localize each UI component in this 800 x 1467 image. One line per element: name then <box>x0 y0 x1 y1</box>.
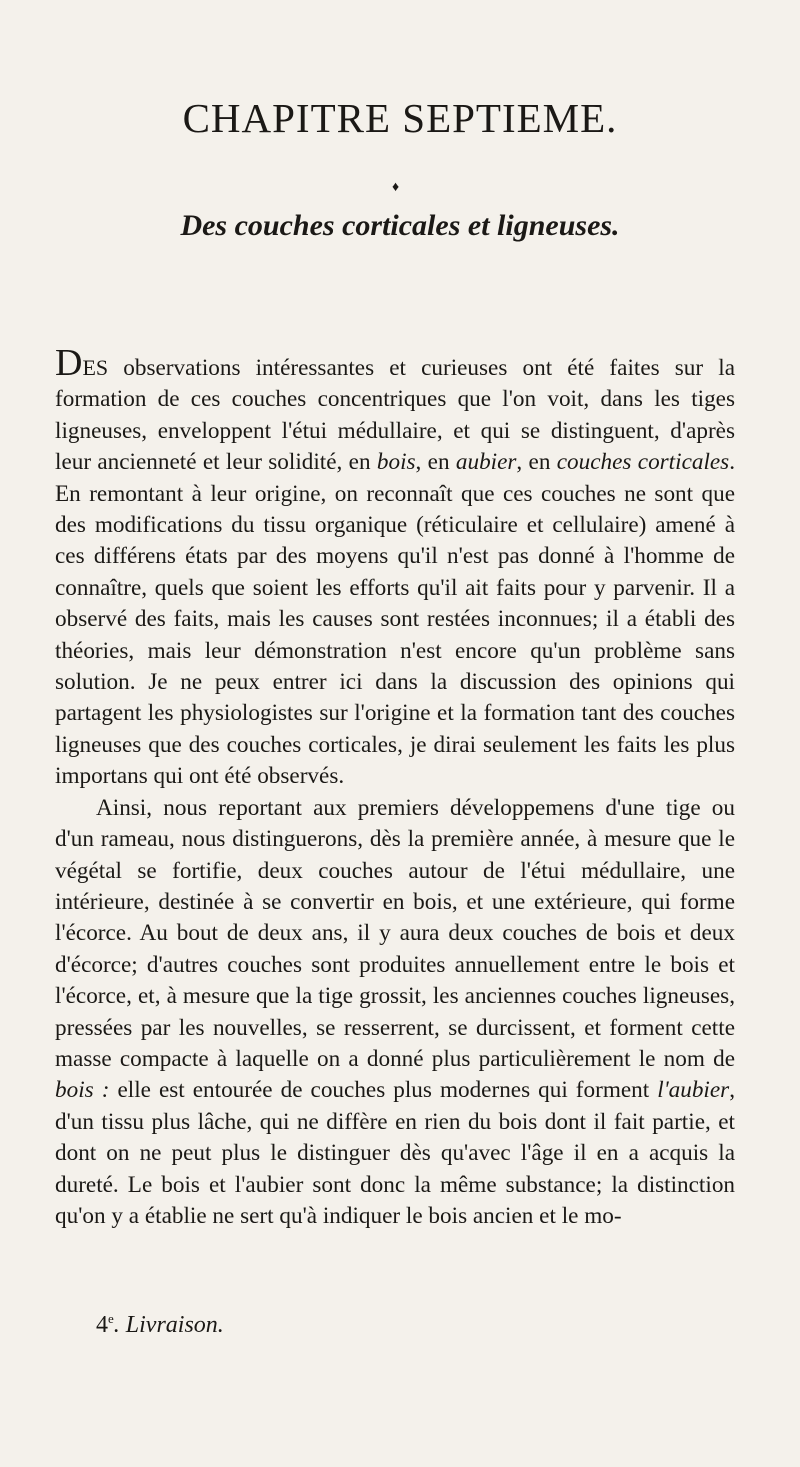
body-text <box>55 342 736 1232</box>
drop-cap: D <box>55 342 83 384</box>
signature-label: . Livraison. <box>113 1312 224 1338</box>
signature-mark <box>96 1304 224 1340</box>
paragraph-text: observations intéressantes et curieuses ont été faites sur la formation de ces couches concentriques que l'on voit, dans les tiges ligneuses, enveloppent l'étui médullaire, et qui se distinguent, d'après leur ancienneté et leur solidité, en <box>55 355 735 476</box>
ornament-icon: ♦ <box>392 180 400 195</box>
paragraph-2 <box>55 793 735 1233</box>
italic-term: aubier <box>455 449 517 476</box>
signature-number: 4 <box>96 1312 108 1338</box>
paragraph-text: , en <box>516 449 557 476</box>
paragraph-text: , en <box>415 449 456 476</box>
paragraph-text: . En remontant à leur origine, on reconnaît que ces couches ne sont que des modifications du tissu organique (réticulaire et cellulaire) amené à ces différens états par des moyens qu'il n'est pas donné à l'homme de connaître, quels que soient les efforts qu'il ait faits pour y parvenir. Il a observé des faits, mais les causes sont restées inconnues; il a établi des théories, mais leur démonstration n'est encore qu'un problème sans solution. Je ne peux entrer ici dans la discussion des opinions qui partagent les physiologistes sur l'origine et la formation tant des couches ligneuses que des couches corticales, je dirai seulement les faits les plus importans qui ont été observés. <box>55 449 736 790</box>
paragraph-text: Ainsi, nous reportant aux premiers développemens d'une tige ou d'un rameau, nous distinguerons, dès la première année, à mesure que le végétal se fortifie, deux couches autour de l'étui médullaire, une intérieure, destinée à se convertir en bois, et une extérieure, qui forme l'écorce. Au bout de deux ans, il y aura deux couches de bois et deux d'écorce; d'autres couches sont produites annuellement entre le bois et l'écorce, et, à mesure que la tige grossit, les anciennes couches ligneuses, pressées par les nouvelles, se resserrent, se durcissent, et forment cette masse compacte à laquelle on a donné plus particulièrement le nom de <box>55 794 735 1072</box>
small-caps-text: ES <box>82 355 109 380</box>
italic-term: l'aubier <box>657 1077 730 1104</box>
section-title: Des couches corticales et ligneuses. <box>180 209 620 242</box>
italic-term: bois <box>376 449 416 476</box>
paragraph-text: , d'un tissu plus lâche, qui ne diffère en rien du bois dont il fait partie, et dont on ne peut plus le distinguer dès qu'avec l'âge il en a acquis la dureté. Le bois et l'aubier sont donc la même substance; la distinction qu'on y a établie ne sert qu'à indiquer le bois ancien et le mo- <box>55 1077 735 1229</box>
paragraph-text: elle est entourée de couches plus modernes qui forment <box>109 1077 658 1104</box>
italic-term: couches corticales <box>556 449 730 476</box>
chapter-title: CHAPITRE SEPTIEME. <box>182 95 618 141</box>
signature-superscript: e <box>108 1311 114 1326</box>
italic-term: bois : <box>55 1077 110 1104</box>
paragraph-1 <box>55 342 736 793</box>
